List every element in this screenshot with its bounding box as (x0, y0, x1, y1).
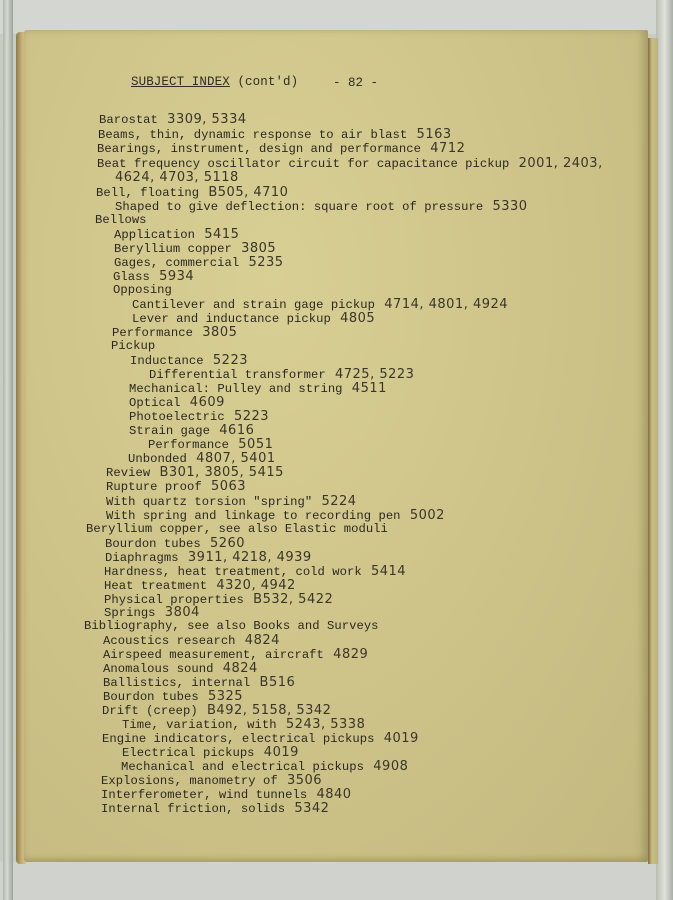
entry-subject: Ballistics, internal (103, 676, 251, 690)
index-entry (99, 112, 247, 127)
entry-references: 4019 (374, 731, 419, 746)
entry-subject: Bellows (95, 213, 147, 227)
entry-subject: Photoelectric (129, 410, 225, 424)
entry-references: 5223 (224, 409, 270, 424)
entry-subject: With quartz torsion "spring" (106, 495, 313, 509)
index-entry (106, 465, 284, 480)
index-entry (130, 353, 248, 368)
entry-subject: Gages, commercial (114, 256, 240, 270)
entry-subject: Application (114, 228, 196, 242)
index-entry (101, 773, 322, 788)
index-entry (129, 395, 225, 410)
entry-subject: Bibliography, see also Books and Surveys (84, 619, 379, 633)
index-entry (111, 339, 155, 353)
entry-references: 4609 (180, 395, 225, 410)
index-entry (114, 227, 239, 242)
entry-subject: Performance (112, 326, 194, 340)
entry-subject: Acoustics research (103, 634, 236, 648)
index-entry (129, 423, 254, 438)
entry-references: 4712 (421, 141, 466, 156)
entry-subject: Bearings, instrument, design and performance (97, 142, 422, 156)
entry-references: 4725, 5223 (325, 367, 415, 382)
scan-background-top (0, 0, 673, 34)
entry-subject: Performance (148, 438, 230, 452)
index-entry (103, 689, 243, 704)
entry-subject: Airspeed measurement, aircraft (103, 648, 324, 662)
entry-references: 4616 (210, 423, 255, 438)
index-entry (114, 255, 284, 270)
index-entry (115, 170, 239, 185)
index-entry (148, 437, 273, 452)
entry-references: 3309, 5334 (157, 112, 247, 127)
index-entry (104, 605, 200, 620)
entry-subject: Glass (113, 270, 150, 284)
entry-subject: Beat frequency oscillator circuit for capacitance pickup (97, 157, 510, 171)
index-entry (104, 564, 406, 579)
index-entry (97, 156, 603, 171)
index-entry (103, 675, 295, 690)
entry-references: 5223 (203, 353, 248, 368)
index-entry (106, 494, 357, 509)
index-entry (129, 381, 387, 396)
entry-subject: Opposing (113, 283, 172, 297)
entry-subject: Shaped to give deflection: square root of pressure (115, 200, 484, 214)
index-entry (128, 451, 276, 466)
index-entry (103, 633, 280, 648)
index-entry (101, 801, 329, 816)
entry-references: 5243, 5338 (276, 717, 366, 732)
entry-subject: Mechanical and electrical pickups (121, 760, 365, 774)
entry-subject: Heat treatment (104, 579, 208, 593)
entry-subject: Diaphragms (105, 551, 179, 565)
entry-subject: Internal friction, solids (101, 802, 286, 816)
entry-subject: Mechanical: Pulley and string (129, 382, 343, 396)
index-entry (105, 536, 245, 551)
entry-subject: Interferometer, wind tunnels (101, 788, 308, 802)
entry-subject: Hardness, heat treatment, cold work (104, 565, 362, 579)
index-entry (86, 522, 388, 536)
glass-plate-right (656, 0, 673, 900)
entry-subject: Rupture proof (106, 480, 202, 494)
index-entry (102, 731, 419, 746)
index-entry (84, 619, 379, 633)
index-entry (115, 199, 528, 214)
index-entry (101, 787, 352, 802)
scan-background-bottom (0, 862, 673, 900)
index-entry (106, 479, 246, 494)
index-entry (97, 141, 465, 156)
entry-references: 4019 (254, 745, 299, 760)
index-entry (103, 647, 368, 662)
entry-subject: Beryllium copper, see also Elastic moduli (86, 522, 388, 536)
entry-references: B505, 4710 (199, 185, 289, 200)
entry-subject: Strain gage (129, 424, 211, 438)
entry-subject: Beams, thin, dynamic response to air blast (98, 128, 408, 142)
entry-references: B532, 5422 (243, 592, 334, 607)
entry-subject: Beryllium copper (114, 242, 232, 256)
entry-references: 4714, 4801, 4924 (375, 297, 509, 312)
entry-references: 5235 (239, 255, 284, 270)
index-entry (132, 311, 375, 326)
entry-references: 5415 (195, 227, 240, 242)
entry-references: 5224 (312, 494, 357, 509)
entry-references: 4511 (342, 381, 387, 396)
entry-references: 3911, 4218, 4939 (178, 550, 312, 565)
page-number: - 82 - (333, 76, 379, 90)
index-entry (113, 269, 194, 284)
entry-references: 4824 (213, 661, 258, 676)
index-entry (106, 508, 445, 523)
index-entry (129, 409, 269, 424)
entry-subject: Springs (104, 606, 156, 620)
entry-subject: Differential transformer (149, 368, 326, 382)
index-entry (113, 283, 172, 297)
entry-subject: Explosions, manometry of (101, 774, 278, 788)
entry-subject: Lever and inductance pickup (132, 312, 331, 326)
index-entry (98, 127, 452, 142)
entry-subject: With spring and linkage to recording pen (106, 509, 401, 523)
entry-subject: Bourdon tubes (105, 537, 201, 551)
entry-references: 4624, 4703, 5118 (115, 170, 239, 185)
entry-subject: Cantilever and strain gage pickup (132, 298, 376, 312)
index-entry (122, 745, 299, 760)
entry-references: 5163 (407, 127, 452, 142)
index-subtitle: (cont'd) (237, 75, 299, 89)
entry-references: 3506 (277, 773, 323, 788)
entry-references: 5002 (400, 508, 445, 523)
index-entry (103, 661, 258, 676)
entry-subject: Barostat (99, 113, 158, 127)
index-entry (96, 185, 288, 200)
entry-subject: Electrical pickups (122, 746, 255, 760)
entry-references: 5330 (483, 199, 528, 214)
entry-references: 4829 (323, 647, 369, 662)
index-entry (105, 550, 312, 565)
page-header (131, 75, 298, 89)
index-entry (121, 759, 408, 774)
entry-references: 3805 (231, 241, 277, 256)
entry-subject: Anomalous sound (103, 662, 214, 676)
index-entry (114, 241, 276, 256)
entry-references: B516 (250, 675, 296, 690)
index-entry (122, 717, 365, 732)
entry-subject: Review (106, 466, 151, 480)
entry-references: 4824 (235, 633, 280, 648)
entry-references: 5342 (285, 801, 330, 816)
entry-references: 4320, 4942 (207, 578, 296, 593)
index-entry (102, 703, 331, 718)
entry-references: 4807, 5401 (186, 451, 276, 466)
glass-plate-left (3, 0, 13, 900)
entry-subject: Bell, floating (96, 186, 200, 200)
entry-references: 5414 (361, 564, 407, 579)
next-page-edge (648, 38, 658, 864)
entry-subject: Time, variation, with (122, 718, 277, 732)
entry-references: 2001, 2403, (509, 156, 603, 171)
entry-references: 4840 (307, 787, 352, 802)
entry-references: 5051 (229, 437, 274, 452)
entry-references: 5063 (201, 479, 247, 494)
index-entry (112, 325, 237, 340)
entry-subject: Pickup (111, 339, 156, 353)
index-entry (95, 213, 147, 227)
entry-references: 4908 (364, 759, 409, 774)
entry-references: 3804 (155, 605, 200, 620)
index-entry (104, 578, 296, 593)
entry-subject: Inductance (130, 354, 204, 368)
entry-references: 5260 (200, 536, 246, 551)
entry-references: 3805 (193, 325, 238, 340)
entry-references: 5934 (149, 269, 195, 284)
entry-subject: Optical (129, 396, 181, 410)
entry-references: 4805 (330, 311, 376, 326)
index-entry (149, 367, 414, 382)
entry-references: B492, 5158, 5342 (197, 703, 332, 718)
entry-subject: Bourdon tubes (103, 690, 199, 704)
entry-references: 5325 (198, 689, 244, 704)
entry-subject: Engine indicators, electrical pickups (102, 732, 375, 746)
entry-references: B301, 3805, 5415 (150, 465, 284, 480)
entry-subject: Physical properties (104, 593, 244, 607)
index-title: SUBJECT INDEX (131, 75, 230, 89)
entry-subject: Drift (creep) (102, 704, 198, 718)
index-entry (132, 297, 508, 312)
entry-subject: Unbonded (128, 452, 187, 466)
